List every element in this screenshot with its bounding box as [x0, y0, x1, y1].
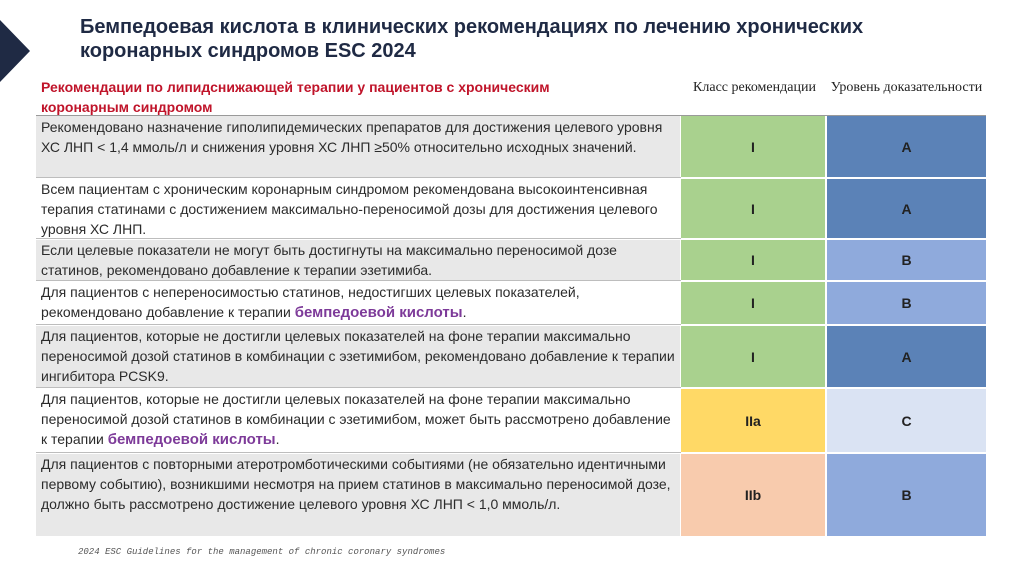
class-cell: I	[681, 326, 825, 387]
row-divider	[36, 452, 681, 453]
level-cell: B	[827, 454, 986, 536]
recommendation-text: Если целевые показатели не могут быть достигнуты на максимально переносимой дозе статинов, рекомендовано добавление к терапии эзетимиба.	[36, 240, 680, 280]
recommendation-text: Всем пациентам с хроническим коронарным синдромом рекомендована высокоинтенсивная терапия статинами с достижением максимально-переносимой дозы для достижения целевого уровня ХС ЛНП.	[41, 181, 658, 237]
row-divider	[36, 280, 681, 281]
logo-triangle-icon	[0, 20, 40, 82]
recommendation-text: Рекомендовано назначение гиполипидемических препаратов для достижения целевого уровня ХС ЛНП < 1,4 ммоль/л и снижения уровня ХС ЛНП ≥50% относительно исходных значений.	[36, 116, 680, 177]
row-divider	[36, 324, 681, 325]
table-row	[36, 240, 986, 280]
level-cell: B	[827, 282, 986, 324]
class-cell: I	[681, 282, 825, 324]
recommendation-text: Для пациентов с повторными атеротромботическими событиями (не обязательно идентичными первому событию), возникшими несмотря на прием статинов в максимально переносимой дозе, должно быть рассмотрено достижение целевого уровня ХС ЛНП < 1,0 ммоль/л.	[36, 454, 680, 536]
class-cell: I	[681, 240, 825, 280]
bempedoic-acid-highlight: бемпедоевой кислоты	[294, 304, 463, 321]
level-cell: A	[827, 179, 986, 238]
class-cell: I	[681, 116, 825, 177]
source-footnote: 2024 ESC Guidelines for the management of chronic coronary syndromes	[78, 547, 446, 557]
level-cell: C	[827, 389, 986, 452]
class-cell: IIa	[681, 389, 825, 452]
table-header-recommendations: Рекомендации по липидснижающей терапии у пациентов с хроническим коронарным синдромом	[41, 79, 550, 115]
level-cell: A	[827, 116, 986, 177]
row-divider	[36, 177, 681, 178]
row-divider	[36, 238, 681, 239]
recommendation-text: Для пациентов с непереносимостью статинов, недостигших целевых показателей, рекомендовано добавление к терапии бемпедоевой кислоты.	[41, 284, 580, 321]
table-row	[36, 454, 986, 536]
bempedoic-acid-highlight: бемпедоевой кислоты	[107, 431, 276, 448]
table-row	[36, 389, 986, 452]
table-row	[36, 116, 986, 177]
level-cell: A	[827, 326, 986, 387]
table-header-class: Класс рекомендации	[693, 80, 816, 95]
table-header-level: Уровень доказательности	[830, 80, 983, 95]
page-title: Бемпедоевая кислота в клинических рекомендациях по лечению хронических коронарных синдромов ESC 2024	[80, 16, 864, 62]
class-cell: IIb	[681, 454, 825, 536]
table-row	[36, 282, 986, 324]
recommendation-text: Для пациентов, которые не достигли целевых показателей на фоне терапии максимально переносимой дозой статинов в комбинации с эзетимибом, рекомендовано добавление к терапии ингибитора PCSK9.	[36, 326, 680, 387]
class-cell: I	[681, 179, 825, 238]
recommendation-text: Для пациентов, которые не достигли целевых показателей на фоне терапии максимально переносимой дозой статинов в комбинации с эзетимибом, может быть рассмотрено добавление к терапии бемпедоевой кислоты.	[41, 391, 671, 448]
row-divider	[36, 387, 681, 388]
table-row	[36, 326, 986, 387]
table-row	[36, 179, 986, 238]
level-cell: B	[827, 240, 986, 280]
